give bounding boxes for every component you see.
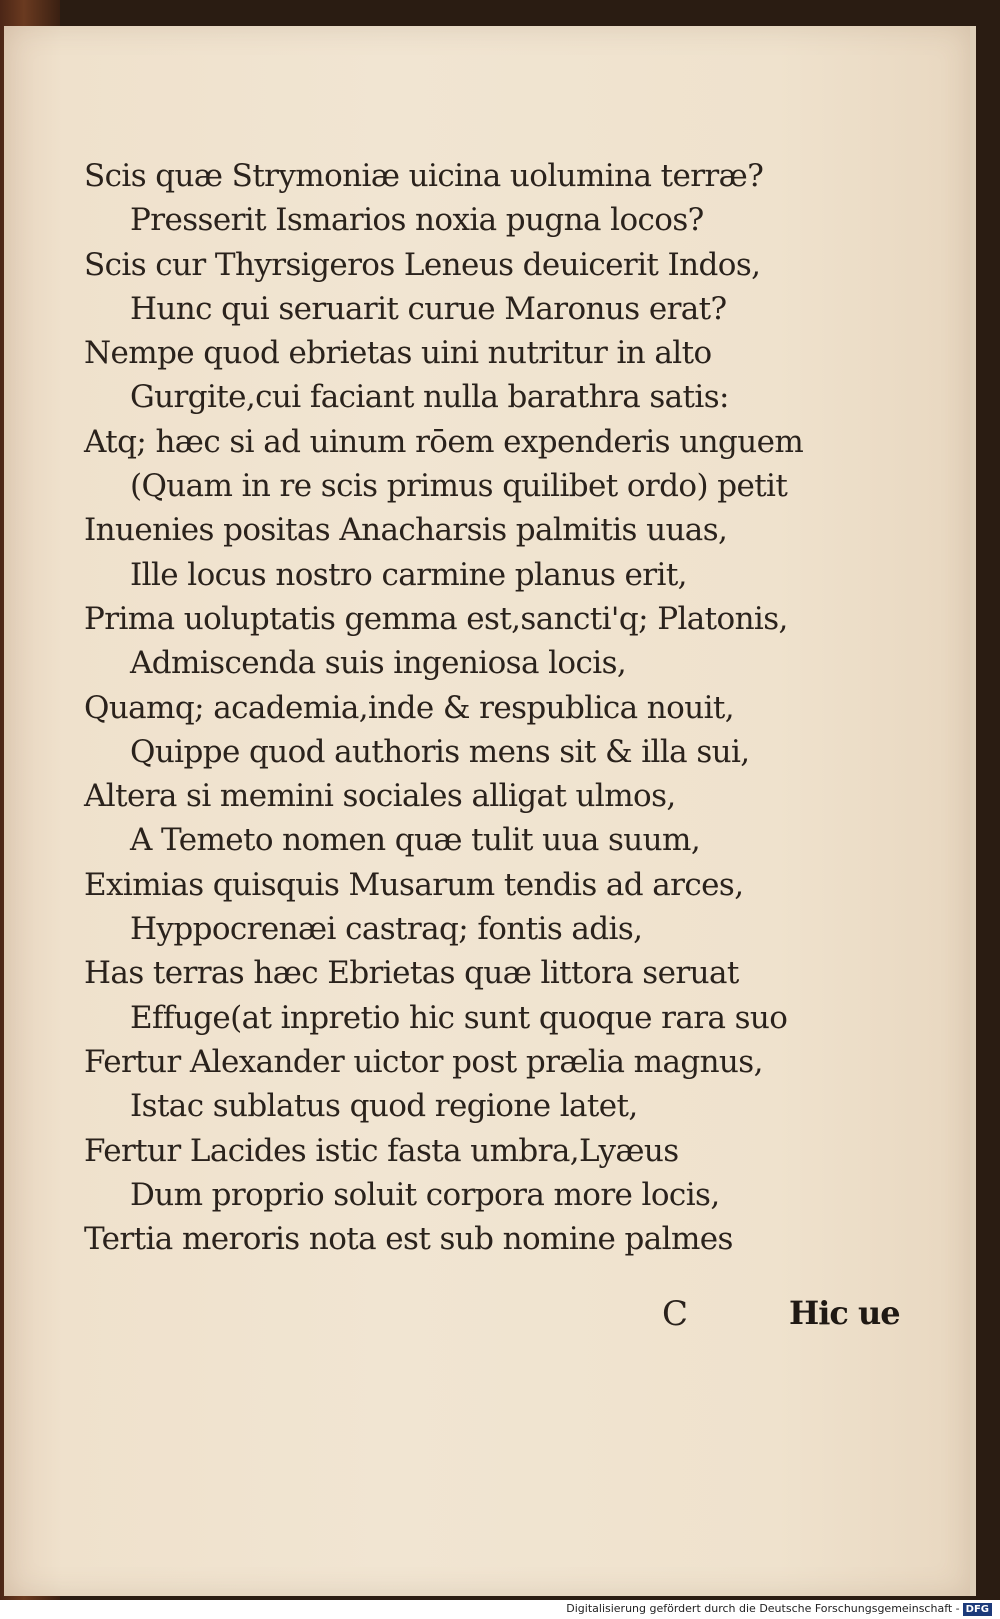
verse-line: Scis quæ Strymoniæ uicina uolumina terræ?: [84, 158, 764, 194]
credit-text: Digitalisierung gefördert durch die Deutsche Forschungsgemeinschaft -: [566, 1602, 960, 1615]
verse-line: Quippe quod authoris mens sit & illa sui,: [130, 733, 750, 770]
verse-line: Nempe quod ebrietas uini nutritur in alto: [84, 335, 712, 372]
verse-line: A Temeto nomen quæ tulit uua suum,: [130, 822, 701, 859]
digitization-credit: [566, 1601, 992, 1617]
verse-line: Has terras hæc Ebrietas quæ littora seruat: [84, 955, 739, 992]
catchword: Hic ue: [789, 1294, 900, 1332]
dfg-logo: DFG: [963, 1603, 992, 1616]
poem-text-block: [84, 154, 854, 1261]
verse-line: (Quam in re scis primus quilibet ordo) petit: [130, 468, 788, 505]
verse-line: Hunc qui seruarit curue Maronus erat?: [130, 290, 727, 327]
verse-line: Presserit Ismarios noxia pugna locos?: [130, 202, 704, 239]
verse-line: Effuge(at inpretio hic sunt quoque rara suo: [130, 999, 788, 1036]
verse-line: Atq; hæc si ad uinum rōem expenderis unguem: [84, 423, 804, 460]
verse-line: Dum proprio soluit corpora more locis,: [130, 1176, 720, 1213]
verse-line: Altera si memini sociales alligat ulmos,: [84, 778, 676, 815]
verse-line: Gurgite,cui faciant nulla barathra satis:: [130, 379, 729, 416]
signature-mark: C: [662, 1294, 689, 1334]
verse-line: Inuenies positas Anacharsis palmitis uuas,: [84, 512, 728, 549]
verse-line: Scis cur Thyrsigeros Leneus deuicerit Indos,: [84, 246, 761, 283]
verse-line: Hyppocrenæi castraq; fontis adis,: [130, 911, 643, 948]
book-page: [4, 26, 976, 1596]
verse-line: Ille locus nostro carmine planus erit,: [130, 556, 687, 593]
verse-line: Fertur Lacides istic fasta umbra,Lyæus: [84, 1132, 679, 1169]
verse-line: Eximias quisquis Musarum tendis ad arces,: [84, 866, 744, 903]
verse-line: Tertia meroris nota est sub nomine palmes: [84, 1221, 733, 1258]
verse-line: Prima uoluptatis gemma est,sancti'q; Platonis,: [84, 600, 788, 637]
page-footer: [84, 1294, 904, 1344]
verse-line: Istac sublatus quod regione latet,: [130, 1088, 638, 1125]
verse-line: Admiscenda suis ingeniosa locis,: [130, 645, 627, 682]
verse-line: Fertur Alexander uictor post prælia magnus,: [84, 1043, 763, 1080]
verse-line: Quamq; academia,inde & respublica nouit,: [84, 689, 735, 726]
